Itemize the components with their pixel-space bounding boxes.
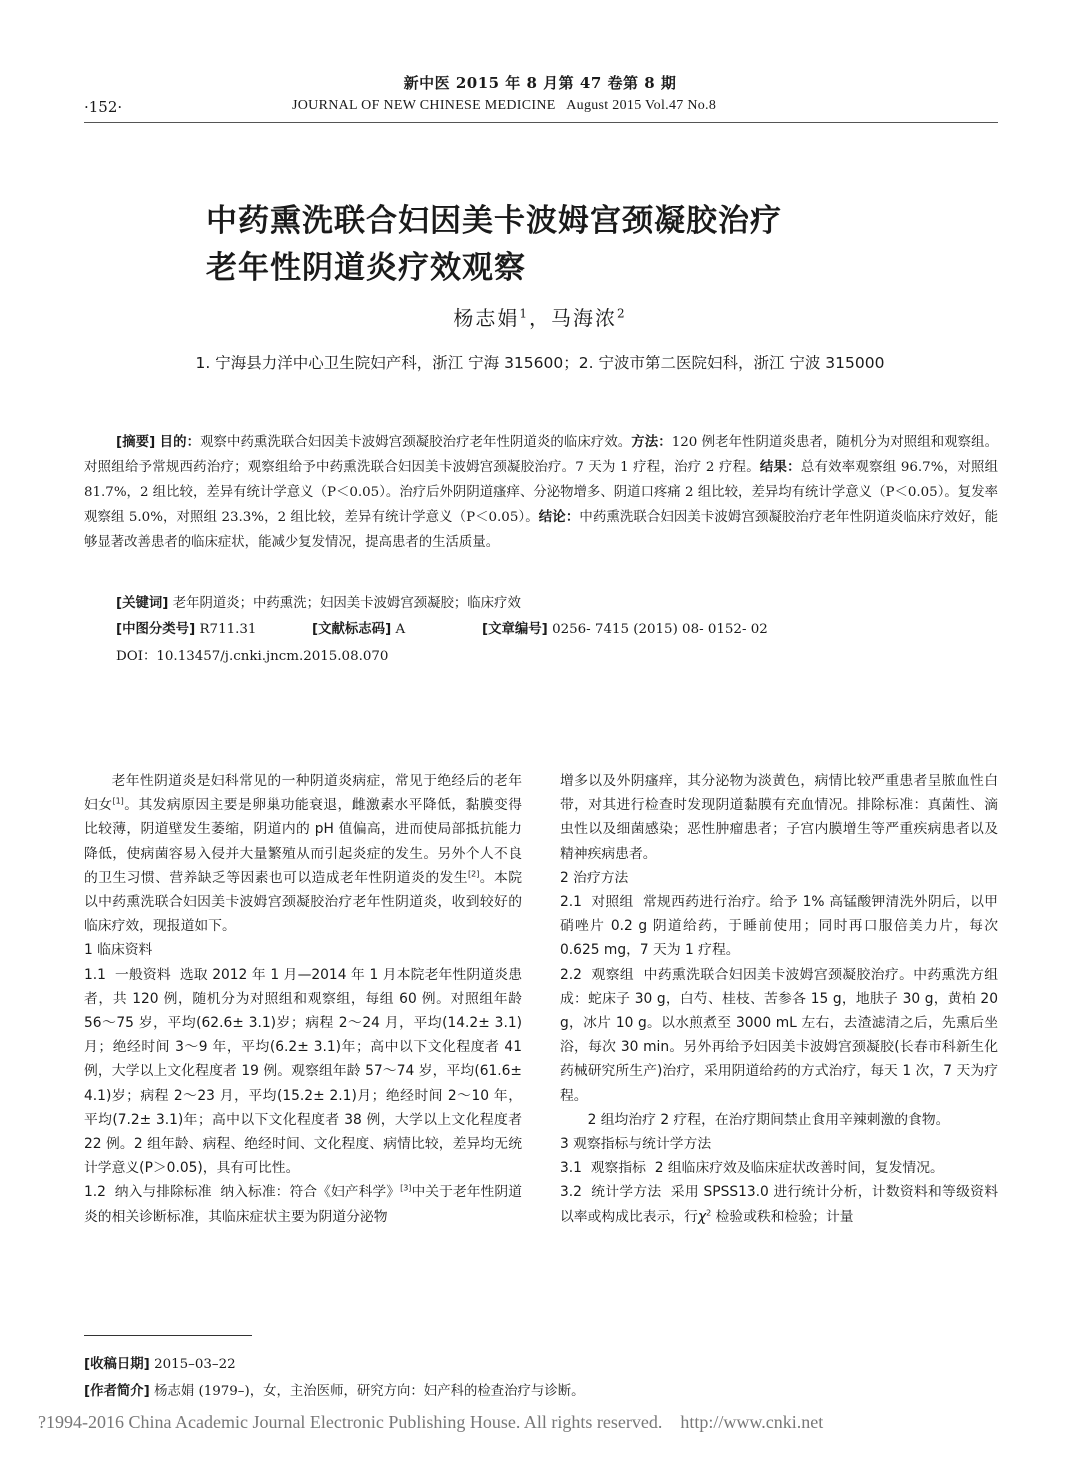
keywords-label: [关键词] [116,596,169,611]
sec-3-1-title: 观察指标 [590,1160,646,1177]
sec-2-1-title: 对照组 [591,894,634,911]
copyright-watermark: ?1994-2016 China Academic Journal Electronic Publishing House. All rights reserved. http://www.cnki.net [38,1412,824,1432]
sec-3-2-text-b: 检验或秩和检验；计量 [711,1208,854,1225]
title-line-1: 中药熏洗联合妇因美卡波姆宫颈凝胶治疗 [206,203,782,239]
body-left-column [84,769,522,1229]
body-right-column [560,769,998,1229]
section-2-1 [560,890,998,963]
section-3-2 [560,1180,998,1228]
received-value: 2015–03–22 [154,1357,236,1372]
article-value: 0256- 7415 (2015) 08- 0152- 02 [552,622,768,637]
sec-3-2-num: 3.2 [560,1184,582,1201]
sec-1-1-title: 一般资料 [115,966,171,983]
author-2-affil: 2 [617,306,627,321]
sec-1-2-title: 纳入与排除标准 [114,1184,212,1201]
section-3-1 [560,1156,998,1180]
author-1-affil: 1 [519,306,529,321]
result-text: 总有效率观察组 96.7%，对照组 81.7%，2 组比较，差异有统计学意义（P＜0.05）。治疗后外阴阴道瘙痒、分泌物增多、阴道口疼痛 2 组比较，差异均有统计学意义（P＜0.05）。复发率观察组 5.0%，对照组 23.3%，2 组比较，差异有统计学意义（P＜0.05）。 [84,460,999,525]
conclusion-label: 结论： [538,510,580,525]
intro-text-b: 。其发病原因主要是卵巢功能衰退，雌激素水平降低，黏膜变得比较薄，阴道壁发生萎缩，阴道内的 pH 值偏高，进而使局部抵抗能力降低，使病菌容易入侵并大量繁殖从而引起炎症的发生。另外个人不良的卫生习惯、营养缺乏等因素也可以造成老年性阴道炎的发生 [84,797,523,886]
title-line-2: 老年性阴道炎疗效观察 [206,250,526,286]
objective-text: 观察中药熏洗联合妇因美卡波姆宫颈凝胶治疗老年性阴道炎的临床疗效。 [200,435,632,450]
author-1: 杨志娟 [453,306,520,330]
chi-exponent: 2 [706,1208,712,1218]
sec-1-2-text-a: 纳入标准：符合《妇产科学》 [220,1184,401,1201]
journal-header-cn: 新中医 2015 年 8 月第 47 卷第 8 期 [403,74,677,92]
doi: DOI：10.13457/j.cnki.jncm.2015.08.070 [116,649,389,664]
article-label: [文章编号] [482,622,548,637]
sec-2-1-num: 2.1 [560,894,582,911]
intro-paragraph [84,769,522,938]
intro-text-c: 。本院以中药熏洗联合妇因美卡波姆宫颈凝胶治疗老年性阴道炎，收到较好的临床疗效，现报道如下。 [84,869,523,935]
conclusion-text: 中药熏洗联合妇因美卡波姆宫颈凝胶治疗老年性阴道炎临床疗效好，能够显著改善患者的临床症状，能减少复发情况，提高患者的生活质量。 [84,510,998,550]
author-2: 马海浓 [551,306,617,330]
classification [116,618,768,637]
page-number: ·152· [84,98,123,116]
sec-3-1-text: 2 组临床疗效及临床症状改善时间，复发情况。 [654,1160,944,1177]
abstract [84,430,998,555]
author-bio-label: [作者简介] [84,1384,150,1399]
result-label: 结果： [759,460,801,475]
sec-1-2-num: 1.2 [84,1184,106,1201]
sec-1-1-text: 选取 2012 年 1 月—2014 年 1 月本院老年性阴道炎患者，共 120 例，随机分为对照组和观察组，每组 60 例。对照组年龄 56～75 岁，平均(62.6± 3.1)岁；病程 2～24 月，平均(14.2± 3.1)月；绝经时间 3～9 年，平均(6.2± 3.1)年；高中以下文化程度者 41 例，大学以上文化程度者 19 例。观察组年龄 57～74 岁，平均(61.6± 4.1)岁；病程 2～23 月，平均(15.2± 2.1)月；绝经时间 2～10 年，平均(7.2± 3.1)年；高中以下文化程度者 38 例，大学以上文化程度者 22 例。2 组年龄、病程、绝经时间、文化程度、病情比较，差异均无统计学意义(P＞0.05)，具有可比性。 [84,966,522,1177]
ref-3: [3] [400,1183,412,1193]
journal-header-en: JOURNAL OF NEW CHINESE MEDICINE August 2015 Vol.47 No.8 [292,98,717,113]
section-heading-2: 2 治疗方法 [560,869,629,886]
doc-label: [文献标志码] [312,622,392,637]
received-label: [收稿日期] [84,1357,150,1372]
clc-value: R711.31 [199,622,257,637]
section-heading-1: 1 临床资料 [84,942,153,959]
sec-2-1-text: 常规西药进行治疗。给予 1% 高锰酸钾清洗外阴后，以甲硝唑片 0.2 g 阴道给药，于睡前使用；同时再口服倍美力片，每次 0.625 mg，7 天为 1 疗程。 [560,894,998,959]
method-label: 方法： [631,435,672,450]
criteria-continued: 增多以及外阴瘙痒，其分泌物为淡黄色，病情比较严重患者呈脓血性白带，对其进行检查时发现阴道黏膜有充血情况。排除标准：真菌性、滴虫性以及细菌感染；恶性肿瘤患者；子宫内膜增生等严重疾病患者以及精神疾病患者。 [560,773,998,862]
affiliation: 1. 宁海县力洋中心卫生院妇产科，浙江 宁海 315600；2. 宁波市第二医院妇科，浙江 宁波 315000 [195,354,885,372]
author-bio-text: 杨志娟 (1979–)，女，主治医师，研究方向：妇产科的检查治疗与诊断。 [154,1384,585,1399]
doc-value: A [395,622,406,637]
author-separator: ， [529,306,551,330]
sec-1-1-num: 1.1 [84,966,106,983]
method-text: 120 例老年性阴道炎患者，随机分为对照组和观察组。对照组给予常规西药治疗；观察组给予中药熏洗联合妇因美卡波姆宫颈凝胶治疗。7 天为 1 疗程，治疗 2 疗程。 [84,435,998,475]
section-1-1 [84,963,522,1181]
sec-2-2-text: 中药熏洗联合妇因美卡波姆宫颈凝胶治疗。中药熏洗方组成：蛇床子 30 g，白芍、桂枝、苦参各 15 g，地肤子 30 g，黄柏 20 g，冰片 10 g。以水煎煮至 3000 mL 左右，去渣滤清之后，先熏后坐浴，每次 30 min。另外再给予妇因美卡波姆宫颈凝胶(长春市科新生化药械研究所生产)治疗，采用阴道给药的方式治疗，每天 1 次，7 天为疗程。 [560,966,998,1104]
clc-label: [中图分类号] [116,622,196,637]
abstract-label: [摘要] [116,435,156,450]
section-heading-3: 3 观察指标与统计学方法 [560,1136,712,1153]
intro-text-a: 老年性阴道炎是妇科常见的一种阴道炎病症，常见于绝经后的老年妇女 [84,773,522,814]
author-bio [84,1380,585,1399]
ref-2: [2] [468,869,480,879]
received-date [84,1353,236,1372]
section-1-2 [84,1180,522,1228]
chi-symbol: χ [697,1208,707,1225]
footnote-rule [84,1335,252,1336]
keywords [116,592,521,611]
sec-3-1-num: 3.1 [560,1160,582,1177]
author-list [0,302,1080,331]
sec-2-2-num: 2.2 [560,966,582,983]
keywords-text: 老年阴道炎；中药熏洗；妇因美卡波姆宫颈凝胶；临床疗效 [172,596,521,611]
ref-1: [1] [112,796,124,806]
objective-label: 目的： [159,435,201,450]
sec-3-2-text-a: 采用 SPSS13.0 进行统计分析，计数资料和等级资料以率或构成比表示，行 [560,1184,998,1225]
sec-2-2-title: 观察组 [591,966,635,983]
sec-1-2-text-b: 中关于老年性阴道炎的相关诊断标准，其临床症状主要为阴道分泌物 [84,1184,523,1225]
header-rule [84,122,998,123]
section-2-2 [560,963,998,1108]
sec-3-2-title: 统计学方法 [591,1184,662,1201]
treatment-course: 2 组均治疗 2 疗程，在治疗期间禁止食用辛辣刺激的食物。 [587,1111,950,1128]
